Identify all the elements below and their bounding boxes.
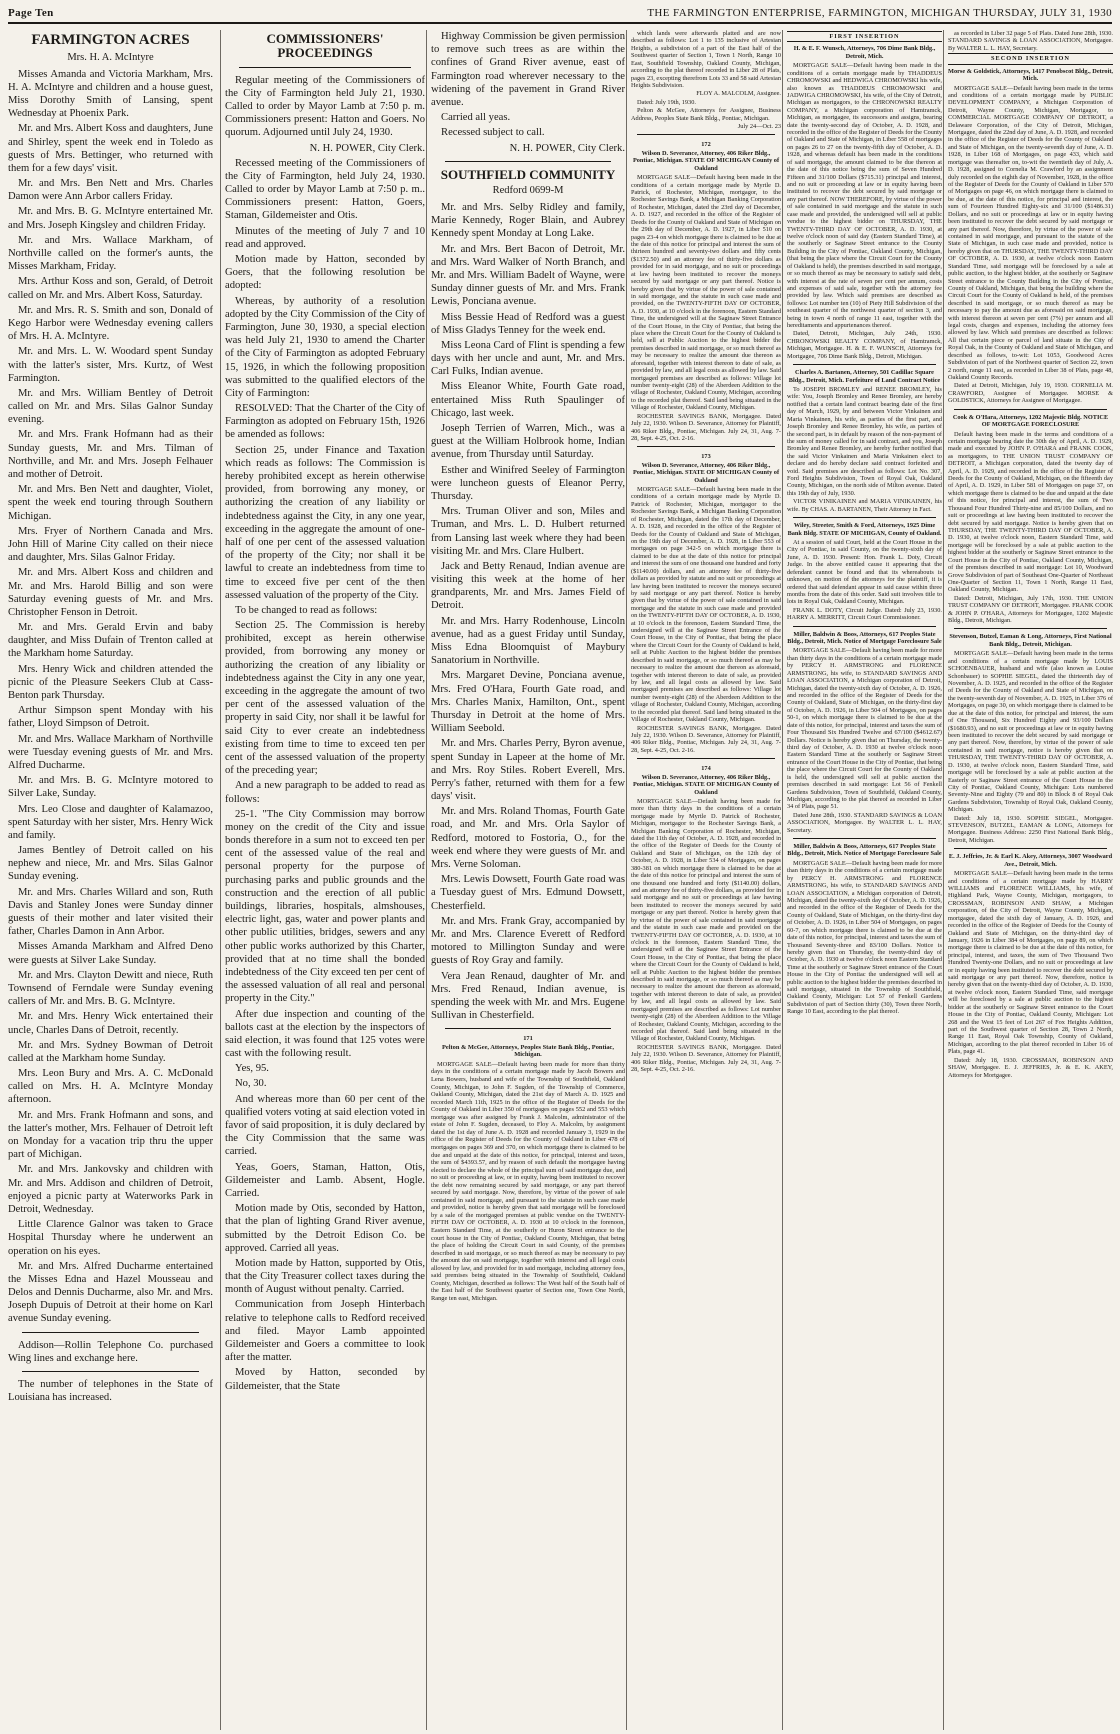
divider [793,517,936,518]
notice-number: 173 [701,453,711,461]
notice-body: MORTGAGE SALE—Default having been made for more than thirty days in the conditions of a certain mortgage made by PERCY H. ARMSTRONG and FLORENCE ARMSTRONG, his wife, to STANDARD SAVINGS AND LOAN ASSOCIATION, a Michigan corporation of Detroit, Michigan, dated the twenty-sixth day of October, A. D. 1926, and recorded in the office of the Register of Deeds for the County of Oakland, State of Michigan, on the thirty-first day of October, A. D. 1926, in Liber 504 of Mortgages, on pages 50-1, on which mortgage there is claimed to be due at the date of this notice, for principal, interest and taxes the sum of Four Thousand Six Hundred Twelve and 67/100 ($4612.67) Dollars. Notice is hereby given that on Thursday, the twenty-third day of October, A. D. 1930 at twelve o'clock noon Eastern Standard Time at the southerly or Saginaw Street entrance of the Court House in the City of Pontiac, that being the place where the Circuit Court for the County of Oakland is held, the undersigned will sell at public auction the premises described in said mortgage: Lot 56 of Fenkell Gardens Subdivision, Town of Southfield, Oakland County, Michigan, according to the plat thereof as recorded in Liber 34 of Plats, page 51. [787,647,942,811]
news-item: Mr. and Mrs. B. G. McIntyre motored to Silver Lake, Sunday. [8,775,213,800]
news-item: Mr. and Mrs. William Bentley of Detroit called on Mr. and Mrs. Silas Galnor Sunday evening. [8,387,213,426]
notice-body: MORTGAGE SALE—Default having been made for more than thirty days in the conditions of a certain mortgage made by Myrtle D. Patrick of Rochester, Michigan, mortgagor to the Rochester Savings Bank, a Michigan Banking Corporation of Rochester, Michigan, dated the 11th day of October, A. D. 1928, and recorded in the office of the Register of Deeds for the County of Oakland and State of Michigan, on the 12th day of October, A. D. 1928, in Liber 534 of Mortgages, on pages 380-381 on which mortgage there is claimed to be due at the date of this notice for principal and interest the sum of one thousand one hundred and forty ($1140.00) dollars, and an attorney fee of thirty-five dollars, as provided for in said mortgage and no suit or proceedings at law having been instituted to recover the moneys secured by said mortgage or any part thereof. Notice is hereby given that by virtue of the power of sale contained in said mortgage and the statute in such case made and provided on the TWENTY-FIFTH DAY OF OCTOBER, A. D. 1930, at 10 o'clock in the forenoon, Eastern Standard Time, the undersigned will at the Saginaw Street Entrance of the Court House, in the City of Pontiac, that being the place where the Circuit Court for the County of Oakland is held, sell at Public Auction to the highest bidder the premises described in said mortgage, or so much thereof as may be necessary to realize the amount due thereon as aforesaid, together with interest thereon to date of sale, as provided by law, and all legal costs as allowed by law. Said mortgaged premises are described as follows: Lot number twenty-eight (28) of the Aberdeen Addition to the Village of Rochester, Oakland County, Michigan, according to the recorded plat thereof. Said land being situated in the Village of Rochester, Oakland County, Michigan. [631,797,781,1043]
news-item: Jack and Betty Renaud, Indian avenue are visiting this week at the home of her grandparents, Mr. and Mrs. James Field of Detroit. [431,560,625,612]
proceedings-item: Motion made by Otis, seconded by Hatton, that the plan of lighting Grand River avenue, submitted by the Detroit Edison Co. be approved. Carried all yeas. [225,1203,425,1254]
notice-signature: Dated at Detroit, Michigan, July 19, 1930. CORNELIA M. CRAWFORD, Assignee of Mortgagee. MORSE & GOLDSTICK, Attorneys for Assignee of Mortgagee. [948,382,1113,405]
notice-number: 171 [523,1035,533,1043]
divider [954,848,1107,849]
notice-body: MORTGAGE SALE—Default having been made in the conditions of a certain mortgage made by THADDEUS CHROMOWSKI and HEDWIGA CHROMOWSKI his wife, also known as THADDEUS CHROMOWSKI and JADWIGA CHROMOWSKI, his wife, of the City of Detroit, Michigan as mortgagors, to the CHRONOWSKI REALTY COMPANY, a Michigan corporation of Hamtramck, Michigan, as mortgagee, its successors and assigns, bearing date the twenty-second day of October, A. D. 1928, and recorded in the office of the Register of Deeds for the County of Oakland and State of Michigan, in Liber 558 of mortgages on pages 26 to 27 on the twenty-fifth day of October, A. D. 1928, and whereas default has been made in the conditions of said mortgage, the amount claimed to be due thereon at the date of this notice being the sum of Seven Hundred Fifteen and 31/100 Dollars ($715.31) principal and interest, and no suit or proceeding at law or in equity having been instituted to recover the debt secured by said mortgage or any part thereof. NOW THEREFORE, by virtue of the power of sale contained in said mortgage and the statute in such case made and provided, the undersigned will sell at public vendue to the highest bidder on THURSDAY, THE TWENTY-THIRD DAY OF OCTOBER, A. D. 1930, at twelve o'clock noon of said day (Eastern Standard Time), at the southerly or Saginaw Street entrance to the County Building in the City of Pontiac, Oakland County, Michigan, (that being the place where the Circuit Court for the County of Oakland is held), the premises described in said mortgage, or so much thereof as may be necessary to satisfy said debt, with interest at the rate of seven per cent per annum, costs and expenses of said sale, together with the attorney fee provided by law. Which said premises are described as follows: Lot number ten (10) of Piety Hill Subdivision of the southeast quarter of the northwest quarter of section 3, and being in town 4 north of range 11 east, together with the hereditaments and appurtenances thereof. [787,62,942,330]
proceedings-item: RESOLVED: That the Charter of the City of Farmington as adopted on February 15th, 1926 be amended as follows: [225,403,425,441]
news-item: Esther and Winifred Seeley of Farmington were luncheon guests of Eleanor Perry, Thursday. [431,464,625,502]
notice-heading: Miller, Baldwin & Boos, Attorneys, 617 Peoples State Bldg., Detroit, Mich. Notice of Mortgage Foreclosure Sale [787,843,942,858]
news-item: Mrs. Lewis Dowsett, Fourth Gate road was a Tuesday guest of Mrs. Edmund Dowsett, Chesterfield. [431,874,625,912]
news-item: Misses Amanda and Victoria Markham, Mrs. H. A. McIntyre and children and a house guest, Miss Dorothy Smith of Lansing, spent Wednesday at Phoenix Park. [8,68,213,120]
notice-run-dates: July 24—Oct. 23 [737,123,781,131]
column-legal-notices-b [782,30,942,1730]
notice-heading: E. J. Jeffries, Jr. & Earl K. Akey, Attorneys, 3007 Woodward Ave., Detroit, Mich. [948,853,1113,868]
masthead [8,4,1112,24]
notice-body: MORTGAGE SALE—Default having been made in the conditions of a certain mortgage made by Myrtle D. Patrick, of Rochester, Michigan, mortgagor, to the Rochester Savings Bank, a Michigan Banking Corporation of Rochester, Michigan, dated the 23rd day of December, A. D. 1927, and recorded in the office of the Register of Deeds for the County of Oakland and State of Michigan on the 29th day of December, A. D. 1927, in Liber 510 on pages 23-4 on which mortgage there is claimed to be due at the date of this notice for principal and interest the sum of thirteen hundred and seventy-two dollars and fifty cents ($1372.50) and an attorney fee of thirty-five dollars as provided for in said mortgage, and no suit or proceedings at law having been instituted to recover the moneys secured by said mortgage or any part thereof. Notice is hereby given that by virtue of the power of sale contained in said mortgage, and the statute in such case made and provided, on the TWENTY-FIFTH DAY OF OCTOBER, A. D. 1930, at 10 o'clock in the forenoon, Eastern Standard Time, the undersigned will at the Saginaw Street Entrance of the Court House, in the City of Pontiac, that being the place where the Circuit Court for the County of Oakland is held, sell at Public Auction to the highest bidder the premises described in said mortgage, or so much thereof as may be necessary to realize the amount due thereon as aforesaid, together with interest thereon to date of sale, as provided by law, and all legal costs as allowed by law. Said mortgaged premises are described as follows: Village lot number twenty-eight (28) of the Aberdeen Addition to the village of Rochester, Oakland County, Michigan, according to the recorded plat thereof. Said land being situated in the Village of Rochester, Oakland County, Michigan. [631,174,781,412]
notice-heading: Cook & O'Hara, Attorneys, 1202 Majestic Bldg. NOTICE OF MORTGAGE FORECLOSURE [952,413,1109,429]
notice-date: Dated: July 19th, 1930. [637,98,696,106]
proceedings-item: Motion made by Hatton, supported by Otis, that the City Treasurer collect taxes during the month of August without penalty. Carried. [225,1257,425,1296]
notice-signature: as recorded in Liber 32 page 5 of Plats. Dated June 28th, 1930. STANDARD SAVINGS & LOAN ASSOCIATION, Mortgagee. By WALTER L. L. HAY, Secretary. [948,30,1113,52]
news-item: Little Clarence Galnor was taken to Grace Hospital Thursday where he underwent an operation on his eyes. [8,1219,213,1257]
proceedings-item: No, 30. [235,1078,267,1090]
notice-heading: Stevenson, Butzel, Eaman & Long, Attorneys, First National Bank Bldg., Detroit, Michigan. [949,633,1112,648]
column-southfield [426,30,625,1730]
column-commissioners [220,30,425,1730]
notice-signature: VICTOR VINIKAINEN and MARIA VINIKAINEN, his wife. By CHAS. A. BARTANEN, Their Attorney in Fact. [787,498,942,513]
news-item: Mr. and Mrs. Frank Gray, accompanied by Mr. and Mrs. Clarence Everett of Redford motored to Millington Sunday and were guests of Roy Gray and family. [431,915,625,967]
news-item: Mr. and Mrs. Frank Hofmann and sons, and the latter's mother, Mrs. Felhauer of Detroit left on Monday for a vacation trip thru the upper part of Michigan. [8,1109,213,1161]
divider [22,1371,199,1372]
proceedings-item: To be changed to read as follows: [235,604,378,616]
divider [22,1332,199,1333]
notice-signature: Dated: July 18, 1930. CROSSMAN, ROBINSON AND SHAW, Mortgagee. E. J. JEFFRIES, Jr. & E. K. AKEY, Attorneys for Mortgagee. [948,1056,1113,1079]
legal-notice-171 [431,1035,625,1302]
divider [637,134,775,135]
proceedings-item: And a new paragraph to be added to read as follows: [225,780,425,805]
proceedings-item: N. H. POWER, City Clerk. [509,142,625,154]
news-item: Mr. and Mrs. Albert Koss and daughters, June and Shirley, spent the week end in Toledo as guests of Mrs. Bettinger, who returned with them for a few days' visit. [8,123,213,174]
column-legal-notices-c [943,30,1113,1730]
divider [637,446,775,447]
news-item: Mr. and Mrs. B. G. McIntyre entertained Mr. and Mrs. Joseph Kingsley and children Friday. [8,206,213,231]
news-item: Mr. and Mrs. Sydney Bowman of Detroit called at the Markham home Sunday. [8,1039,213,1064]
news-item: Mrs. Leon Bury and Mrs. A. C. McDonald called on Mrs. H. A. McIntyre Monday afternoon. [8,1068,213,1106]
proceedings-item: N. H. POWER, City Clerk. [309,142,425,154]
notice-heading: Wilson D. Severance, Attorney, 406 Riker Bldg., Pontiac, Michigan. STATE OF MICHIGAN County of Oakland [632,773,780,796]
divider [954,628,1107,629]
news-item: Mr. and Mrs. Ben Nett and daughter, Violet, spent the week end touring through Southern Michigan. [8,484,213,522]
notice-number: 172 [701,141,711,149]
columns [8,30,1112,1730]
notice-heading: Pelton & McGee, Attorneys, Peoples State Bank Bldg., Pontiac, Michigan. [442,1043,614,1059]
proceedings-item: Communication from Joseph Hinterbach relative to telephone calls to Redford received and filed. Mayor Lamb appointed Gildemeister and Goers a committee to look after the matter. [225,1299,425,1364]
news-item: Mr. and Mrs. Selby Ridley and family, Marie Kennedy, Roger Blain, and Aubrey Kennedy spent Monday at Long Lake. [431,202,625,240]
notice-body: At a session of said Court, held at the Court House in the City of Pontiac, in said County, on the twenty-sixth day of June, A. D. 1930. Present: Hon. Frank L. Doty, Circuit Judge. In the above entitled cause it appearing that the defendant cannot be found and that its whereabouts is unknown, on motion of the attorneys for the plaintiff, it is ordered that said defendant appear in said cause within three months from the date of this order. Said suit involves title to lots in Royal Oak, Oakland County, Michigan. [787,539,942,606]
notice-signature: Dated, Detroit, Michigan, July 24th, 1930. CHRONOWSKI REALTY COMPANY, of Hamtramck, Michigan, Mortgagee. H. & E. F. WUNSCH, Attorneys for Mortgagee, 706 Dime Bank Bldg., Detroit, Michigan. [787,330,942,360]
proceedings-item: And whereas more than 60 per cent of the qualified voters voting at said election voted in favor of said proposition, it is duly declared by the City Commission that the same was carried. [225,1093,425,1158]
column-legal-notices-a [626,30,781,1730]
notice-signature: ROCHESTER SAVINGS BANK, Mortgagee. Dated July 22, 1930. Wilson D. Severance, Attorney for Plaintiff, 406 Riker Bldg., Pontiac, Michigan. July 24, 31, Aug. 7-28, Sept. 4-25, Oct. 2-16. [631,1043,781,1074]
news-item: Misses Amanda Markham and Alfred Deno were guests at Silver Lake Sunday. [8,941,213,966]
column-farmington-acres [8,30,213,1730]
news-item: Joseph Terrien of Warren, Mich., was a guest at the William Holbrook home, Indian avenue, from Thursday until Saturday. [431,423,625,461]
proceedings-item: Highway Commission be given permission to remove such trees as are within the confines of Grand River avenue, east of Farmington road wherever necessary to the widening of the pavement in Grand River avenue. [431,31,625,108]
notice-heading: Wilson D. Severance, Attorney, 406 Riker Bldg., Pontiac, Michigan. STATE OF MICHIGAN County of Oakland [632,461,780,484]
divider [445,161,611,162]
notice-body: MORTGAGE SALE—Default having been made for more than thirty days in the conditions of a certain mortgage made by Jacob Bowers and Lena Bowers, husband and wife of the Township of Southfield, Oakland County, Michigan, to John F. Sugden, of the Township of Commerce, Oakland County, Michigan, dated the 21st day of March A. D. 1925 and recorded March 11th, 1925 in the office of the Register of Deeds for the County of Oakland in Liber 350 of mortgages on pages 552 and 553 which mortgage was after assigned by Frank J. Malcolm, administrator of the estate of John F. Sugden, deceased, to Floy A. Malcolm, by assignment dated the 1st day of June A. D. 1928 and recorded January 3, 1929 in the office of the Register of Deeds for the County of Oakland in Liber 478 of mortgages on pages 369 and 370, on which mortgage there is claimed to be due and unpaid at the date of this notice, for principal, interest and taxes, the sum of $4393.57, and by reason of such default the mortgagee having elected to declare the whole of the principal sum of said mortgage due, and no suit or proceeding at law, or in equity, having been instituted to recover the debt now remaining secured by said mortgage, or any part thereof secured by said mortgage. Now, therefore, by virtue of the power of sale contained in said mortgage, and pursuant to the statute in such case made and provided, notice is hereby given that said mortgage will be foreclosed by a sale of the mortgaged premises at public vendue on the TWENTY-FIFTH DAY OF OCTOBER, A. D. 1930 at 10 o'clock in the forenoon, Eastern Standard Time, at the southerly or Huron Street entrance to the court house in the City of Pontiac, Oakland County, Michigan, that being the place of holding the Circuit Court in said County, of the premises described in said mortgage, or so much thereof as may be necessary to pay the amount due on said mortgage, together with interest and all legal costs allowed by law, and provided for in said mortgage, including attorney fees, said premises being situated in the Township of Southfield, Oakland County, Michigan, described as follows: The West half of the South half of the East half of the Southwest quarter of Section one, Town One North, Range ten east, Michigan. [431,1060,625,1302]
notice-heading: Wiley, Streeter, Smith & Ford, Attorneys, 1925 Dime Bank Bldg. STATE OF MICHIGAN, County of Oakland. [787,522,942,537]
proceedings-item: Section 25, under Finance and Taxation which reads as follows: The Commission is hereby prohibited except as herein otherwise provided, from borrowing any money, or authorizing the creation of any liability or indebtedness against the City, in any one year, exceeding in the aggregate the amount of one-half of one per cent of the assessed valuation of the property of the City; nor shall it be lawful to create an indebtedness from time to time to exceed five per cent of the then assessed valuation of the property of the City. [225,444,425,601]
divider [793,626,936,627]
news-item: Mrs. Truman Oliver and son, Miles and Truman, and Mrs. L. D. Hulbert returned from Lansing last week where they had been visiting Mr. and Mrs. Clare Hulbert. [431,506,625,557]
insertion-header: SECOND INSERTION [948,53,1113,64]
notice-body: MORTGAGE SALE—Default having been made in the terms and conditions of a certain mortgage made by HARRY WILLIAMS and FLORENCE WILLIAMS, his wife, of Highland Park, Wayne County, Michigan, mortgagors, to CROSSMAN, ROBINSON AND SHAW, a Michigan corporation, of the City of Detroit, Wayne County, Michigan, mortgagee, dated the sixth day of January, A. D. 1926, and recorded in the office of the Register of Deeds for the County of Oakland and State of Michigan, on the thirty-third day of January, 1926 in Liber 384 of Mortgages, on page 89, on which mortgage there is claimed to be due at the date of this notice, for principal, interest, and taxes, the sum of Two Thousand Two Hundred Twenty-one Dollars, and no suit or proceedings at law or in equity having been instituted to recover the debt secured by said mortgage or any part thereof. Now, therefore, notice is hereby given that on the twenty-third day of October, A. D. 1930, at twelve o'clock noon, Eastern Standard Time, said mortgage will be foreclosed by a sale at public auction to the highest bidder at the southerly or Saginaw Street entrance to the Court House in the City of Pontiac, Oakland County, Michigan: Lot 268 and the West 15 feet of Lot 267 of Fox Heights Addition, part of the Southwest quarter of Section 28, Town 2 North, Range 11 East, Royal Oak Township, County of Oakland, Michigan, according to the plat thereof recorded in Liber 16 of Plats, page 41. [948,870,1113,1056]
news-item: Mr. and Mrs. Albert Koss and children and Mr. and Mrs. Harold Billig and son were Saturday evening guests of Mr. and Mrs. Christopher Fenson in Detroit. [8,567,213,618]
divider [239,67,411,68]
news-item: Miss Bessie Head of Redford was a guest of Miss Gladys Tenney for the week end. [431,311,625,336]
news-item: Miss Leona Card of Flint is spending a few days with her uncle and aunt, Mr. and Mrs. Carl Fulks, Indian avenue. [431,339,625,378]
notice-signature: FRANK L. DOTY, Circuit Judge. Dated: July 23, 1930. HARRY A. MERRITT, Circuit Court Commissioner. [787,606,942,622]
proceedings-item: Regular meeting of the Commissioners of the City of Farmington held July 21, 1930. Called to order by Mayor Lamb at 7:50 p. m. Commissioners present: Hatton and Goers. No quorum. Adjourned until July 24, 1930. [225,74,425,139]
section-title: COMMISSIONERS' PROCEEDINGS [266,31,384,61]
brief-addison: Addison—Rollin Telephone Co. purchased Wing lines and exchange here. [8,1339,213,1364]
proceedings-item: Moved by Hatton, seconded by Gildemeister, that the State [225,1367,425,1392]
news-item: Mr. and Mrs. R. S. Smith and son, Donald of Kego Harbor were Wednesday evening callers of Mrs. H. A. McIntyre. [8,304,213,343]
notice-attorneys: Pelton & McGee, Attorneys for Assignee, Business Address, Peoples State Bank Bldg., Pontiac, Michigan. [631,107,781,122]
notice-heading: Morse & Goldstick, Attorneys, 1417 Penobscot Bldg., Detroit, Mich. [948,67,1113,83]
news-item: Vera Jean Renaud, daughter of Mr. and Mrs. Fred Renaud, Indian avenue, is spending the week with Mr. and Mrs. Eugene Sullivan in Chesterfield. [431,970,625,1022]
proceedings-item: Recessed meeting of the Commissioners of the City of Farmington, held July 24, 1930. Called to order by Mayor Lamb at 7:50 p. m.. Commissioners present: Hatton, Goers, Staman, Gildemeister and Otis. [225,157,425,222]
notice-heading: Wilson D. Severance, Attorney, 406 Riker Bldg., Pontiac, Michigan. STATE OF MICHIGAN County of Oakland [632,149,780,172]
news-items [8,68,213,1326]
notice-heading: Charles A. Bartanen, Attorney, 501 Cadillac Square Bldg., Detroit, Mich. Forfeiture of Land Contract Notice [788,369,941,384]
notice-body: MORTGAGE SALE—Default having been made in the conditions of a certain mortgage made by Myrtle D. Patrick of Rochester, Michigan, mortgagor to the Rochester Savings Bank, a Michigan Banking Corporation of Rochester, Michigan, dated the 17th day of December, A. D. 1928, and recorded in the office of the Register of Deeds for the County of Oakland and State of Michigan, on the 19th day of December, A. D. 1928, in Liber 553 of mortgages on page 342-5 on which mortgage there is claimed to be due at the date of this notice for principal and interest the sum of one thousand one hundred and forty ($1140.00) dollars, and an attorney fee of thirty-five dollars as provided by statute and no suit or proceedings at law having been instituted to recover the moneys secured by said mortgage or any part thereof. Notice is hereby given that by virtue of the power of sale contained in said mortgage and the statute in such case made and provided on the TWENTY-FIFTH DAY OF OCTOBER, A. D. 1930, at 10 o'clock in the forenoon, Eastern Standard Time, the undersigned will at the Saginaw Street Entrance of the Court House, in the City of Pontiac, that being the place where the Circuit Court for the County of Oakland is held, sell at Public Auction to the highest bidder the premises described in said mortgage, or so much thereof as may be necessary to realize the amount due thereon as aforesaid, together with interest thereon to date of sale, as provided by law, and all legal costs as allowed by law. Said mortgaged premises are described as follows: Village lot number twenty-eight (28) of the Aberdeen Addition to the village of Rochester, Oakland County, Michigan, according to the recorded plat thereof. Said land being situated in the Village of Rochester, Oakland County, Michigan. [631,486,781,724]
news-item: Mrs. Leo Close and daughter of Kalamazoo, spent Saturday with her sister, Mrs. Henry Wick and family. [8,803,213,841]
phone-number: Redford 0699-M [492,184,564,196]
news-item: Mrs. Arthur Koss and son, Gerald, of Detroit called on Mr. and Mrs. Albert Koss, Saturday. [8,276,213,301]
notice-body: Default having been made in the terms and conditions of a certain mortgage bearing date the 30th day of April, A. D. 1929, made and executed by JOHN P. O'HARA and FRANK COOK, as mortgagors, to THE UNION TRUST COMPANY OF DETROIT, a Michigan corporation, dated the twenty day of April, A. D. 1929, and recorded in the office of the Register of Deeds for the County of Oakland, Michigan, on the fifteenth day of April, A. D. 1929, in Liber 581 of Mortgages on page 37, on which mortgage there is claimed to be due and unpaid at the date of this notice, for principal and interest, the sum of Two Thousand Four Hundred Thirty-nine and 85/100 Dollars, and no suit or proceedings at law having been instituted to recover the debt secured by said mortgage. Notice is hereby given that on THURSDAY, THE TWENTY-THIRD DAY OF OCTOBER, A. D. 1930, at twelve o'clock noon, Eastern Standard Time, said mortgage will be foreclosed by a sale at public auction to the highest bidder at the southerly or Saginaw Street entrance to the Court House in the City of Pontiac, Oakland County, Michigan, of the premises described in said mortgage: Lot 10, Woodward Grove Subdivision of part of Southeast One-Quarter of Northeast One-Quarter of Section 11, Town 1 North, Range 11 East, Oakland County, Michigan. [948,430,1113,594]
news-item: Mrs. Henry Wick and children attended the picnic of the Pleasure Seekers Club at Cass-Benton park Thursday. [8,663,213,701]
news-item: Mr. and Mrs. Wallace Markham of Northville were Tuesday evening guests of Mr. and Mrs. Alfred Ducharme. [8,733,213,771]
brief-telephones: The number of telephones in the State of Louisiana has increased. [8,1379,213,1404]
notice-body: which lands were afterwards platted and are now described as follows: Lot 1 to 135 inclusive of Artesian Heights, a subdivision of a part of the East half of the Southwest quarter of Section 1, Town 1 North, Range 10 East, Southfield Township, Oakland County, Michigan, according to the plat thereof recorded in Liber 28 of Plats, pages 23, excepting therefrom Lots 33 and 58 said Artesian Heights Subdivision. [631,30,781,89]
news-item: Mr. and Mrs. Roland Thomas, Fourth Gate road, and Mr. and Mrs. Orla Saylor of Redford, motored to Fostoria, O., for the week end where they were guests of Mr. and Mrs. Verne Soloman. [431,806,625,871]
news-item: Mr. and Mrs. Henry Wick entertained their uncle, Charles Dans of Detroit, recently. [8,1011,213,1036]
proceedings-item: Recessed subject to call. [441,127,545,139]
proceedings-item: Minutes of the meeting of July 7 and 10 read and approved. [225,225,425,250]
news-item: Mr. and Mrs. Frank Hofmann had as their Sunday guests, Mr. and Mrs. Tilman of Northville, and Mr. and Mrs. Joseph Felhauer and mother of Detroit. [8,429,213,480]
news-item: Miss Eleanor White, Fourth Gate road, entertained Miss Ruth Spaulinger of Chicago, last week. [431,381,625,419]
notice-signature: Dated June 28th, 1930. STANDARD SAVINGS & LOAN ASSOCIATION, Mortgagee. By WALTER L. L. HAY, Secretary. [787,811,942,834]
notice-body: To JOSEPH BROMLEY and RENEE BROMLEY, his wife: You, Joseph Bromley and Renee Bromley, are hereby notified that a certain land contract bearing date of the first day of March, 1929, by and between Victor Vinkainen and Maria Vinkainen, his wife, as parties of the first part, and Joseph Bromley and Renee Bromley, his wife, as parties of the second part, is in default by reason of the non-payment of the sum of money called for in said contract, and you, Joseph Bromley and Renee Bromley, are hereby further notified that the said Victor Vinkainen and Maria Vinkainen elect to declare and do hereby declare said contract forfeited and void. Said premises are described as follows: Lot No. 307, Ford Heights Subdivision, Town of Royal Oak, Oakland County, Michigan, on the north side of Milton avenue. Dated this 19th day of July, 1930. [787,385,942,497]
notice-number: 174 [701,765,711,773]
proceedings-item: Whereas, by authority of a resolution adopted by the City Commission of the City of Farmington, June 30, 1930, a special election was held July 21, 1930 to amend the Charter of the City of Farmington as adopted February 15, 1926, in which the following proposition was submitted to the qualified electors of the City of Farmington: [225,295,425,399]
news-item: Mr. and Mrs. Wallace Markham, of Northville called on the former's aunts, the Misses Markham, Friday. [8,234,213,273]
byline: Mrs. H. A. McIntyre [67,51,154,63]
notice-body: MORTGAGE SALE—Default having been made for more than thirty days in the conditions of a certain mortgage made by PERCY H. ARMSTRONG and FLORENCE ARMSTRONG, his wife, to STANDARD SAVINGS AND LOAN ASSOCIATION, a Michigan corporation of Detroit, Michigan, dated the twenty-sixth day of October, A. D. 1926, and recorded in the office of the Register of Deeds for the County of Oakland, State of Michigan, on the thirty-first day of October, A. D. 1926, in Liber 504 of Mortgages, on pages 60-7, on which mortgage there is claimed to be due at the date of this notice, for principal, interest and taxes the sum of Thousand Seventy-three and 83/100 Dollars. Notice is hereby given that on Thursday, the twenty-third day of October, A. D. 1930 at twelve o'clock noon Eastern Standard Time at the southerly or Saginaw Street entrance of the Court House in the City of Pontiac the undersigned will sell at public auction to the highest bidder the premises described in said mortgage, situated in the Township of Southfield, Oakland County, Michigan: Lot 57 of Fenkell Gardens Subdivision of part of Section thirty (30), Town three North, Range 10 East, according to the plat thereof. [787,859,942,1016]
news-item: Mr. and Mrs. Gerald Ervin and baby daughter, and Miss Dufain of Trenton called at the Markham home Saturday. [8,622,213,660]
news-item: Mrs. Fryer of Northern Canada and Mrs. John Hill of Marine City called on their niece and daughter, Mrs. Silas Galnor Friday. [8,525,213,564]
notice-body: MORTGAGE SALE—Default having been made in the terms and conditions of a certain mortgage made by PUBLIC DEVELOPMENT COMPANY, a Michigan Corporation of Detroit, Wayne County, Michigan, Mortgagor, to COMMERCIAL MORTGAGE COMPANY OF DETROIT, a Delaware Corporation, of the City of Detroit, Michigan, Mortgagee, dated the 22nd day of June, A. D. 1928, and recorded in the office of the Register of Deeds for the County of Oakland and State of Michigan, on the twenty-seventh day of June, A. D. 1928, in Liber 168 of Mortgages, on page 433, which said mortgage was thereafter on, to-wit the twentieth day of July, A. D. 1928, assigned to Cornelia M. Crawford by an assignment duly recorded on the eighth day of November, 1928, in the office of the Register of Deeds for the County of Oakland in Liber 570 of Mortgages on page 46, on which mortgage there is claimed to be due, at the date of this notice, for principal and interest, the sum of Fourteen Hundred Eighty-six and 31/100 ($1486.31) Dollars, and no suit or proceedings at law or in equity having been instituted to recover the debt secured by said mortgage or any part thereof. Now, therefore, by virtue of the power of sale contained in said mortgage, and pursuant to the statute of the State of Michigan, in such case made and provided, notice is hereby given that on THURSDAY, THE TWENTY-THIRD DAY OF OCTOBER, A. D. 1930, at twelve o'clock noon Eastern Standard Time, said mortgage will be foreclosed by a sale at public auction, to the highest bidder, at the southerly or Saginaw Street entrance to the County Building in the City of Pontiac, County of Oakland, Michigan, that being the building where the Circuit Court for the County of Oakland is held, of the premises described in said mortgage, or so much thereof as may be necessary to pay the amount due as aforesaid on said mortgage, with interest thereon at seven per cent (7%) per annum and all legal costs, charges and expenses, including the attorney fees allowed by law. Which said premises are described as follows: All that certain piece or parcel of land situate in the City of Royal Oak, in the County of Oakland and State of Michigan, and described as follows, to-wit: Lot 1053, Goodwood Acres Subdivision of part of the Northwest quarter of Section 22, town 2 north, range 11 east, as recorded in Liber 38 of Plats, page 48, Oakland County Records. [948,84,1113,381]
news-item: Mr. and Mrs. Bert Bacon of Detroit, Mr. and Mrs. Ward Walker of North Branch, and Mr. and Mrs. William Badelt of Wayne, were Sunday dinner guests of Mr. and Mrs. Frank Lewis, Ponciana avenue. [431,243,625,308]
divider [793,838,936,839]
divider [445,1028,611,1029]
proceedings-item: Motion made by Hatton, seconded by Goers, that the following resolution be adopted: [225,254,425,292]
proceedings-item: After due inspection and counting of the ballots cast at the election by the inspectors of said election, it was found that 125 votes were cast with the following result. [225,1008,425,1060]
paper-title: THE FARMINGTON ENTERPRISE, FARMINGTON, MICHIGAN THURSDAY, JULY 31, 1930 [647,7,1112,19]
news-item: Mr. and Mrs. L. W. Woodard spent Sunday with the latter's sister, Mrs. Kurtz, of West Farmington. [8,346,213,384]
news-item: Mr. and Mrs. Charles Willard and son, Ruth Davis and Stanley Jones were Sunday dinner guests of their mother and later visited their father, Charles Damon in Ann Arbor. [8,886,213,938]
news-item: Mr. and Mrs. Jankovsky and children with Mr. and Mrs. Addison and children of Detroit, enjoyed a picnic party at Waterworks Park in Detroit, Wednesday. [8,1164,213,1215]
notice-signature: Dated: Detroit, Michigan, July 17th, 1930. THE UNION TRUST COMPANY OF DETROIT, Mortgagee. FRANK COOK & JOHN P. O'HARA, Attorneys for Mortgagee, 1202 Majestic Bldg., Detroit, Michigan. [948,594,1113,625]
news-item: Arthur Simpson spent Monday with his father, Lloyd Simpson of Detroit. [8,705,213,730]
notice-signature: Dated: July 18, 1930. SOPHIE SIEGEL, Mortgagee. STEVENSON, BUTZEL, EAMAN & LONG, Attorneys for Mortgagee. Business Address: 2250 First National Bank Bldg., Detroit, Michigan. [948,814,1113,844]
news-item: Mr. and Mrs. Alfred Ducharme entertained the Misses Edna and Hazel Mousseau and Delos and Dennis Ducharme, also Mr. and Mrs. Joseph Dupuis of Detroit at their home on Karl avenue Sunday evening. [8,1260,213,1325]
proceedings-item: Section 25. The Commission is hereby prohibited, except as herein otherwise provided, from borrowing any money or authorizing the creation of any libiality or indebtedness against the City in any one year, exceeding in the aggregate the amount of two per cent of the assessed valuation of the property in said City, nor shall it be lawful for said City to ever create an indebtedness existing from time to time to exceed ten per cent of the assessed valuation of the property of the preceding year; [225,620,425,777]
proceedings-item: Yes, 95. [235,1063,269,1075]
insertion-header: FIRST INSERTION [787,31,942,42]
proceedings-item: Carried all yeas. [441,112,511,124]
news-item: Mr. and Mrs. Ben Nett and Mrs. Charles Damon were Ann Arbor callers Friday. [8,178,213,203]
news-item: Mr. and Mrs. Harry Rodenhouse, Lincoln avenue, had as a guest Friday until Sunday, Miss Edna Bloomquist of Maybury Sanatorium in Northville. [431,615,625,667]
notice-body: MORTGAGE SALE—Default having been made in the terms and conditions of a certain mortgage made by LOUIS SCHOENBAUER, husband and wife (also known as Louise Schonbauer) to SOPHIE SIEGEL, dated the thirteenth day of November, A. D. 1925, and recorded in the office of the Register of Deeds for the County of Oakland and State of Michigan, on the twenty-seventh day of November, A. D. 1925, in Liber 376 of Mortgages, on page 30, on which mortgage there is claimed to be due at the date of this notice, for principal and interest, the sum of One Thousand, Six Hundred Eighty and 93/100 Dollars ($1680.93), and no suit or proceedings at law or in equity having been instituted to recover the debt secured by said mortgage or any part thereof. Now, therefore, by virtue of the power of sale contained in said mortgage, notice is hereby given that on THURSDAY, THE TWENTY-THIRD DAY OF OCTOBER, A. D. 1930, at twelve o'clock noon, Eastern Standard Time, said mortgage will be foreclosed by a sale at public auction at the Easterly or Saginaw Street entrance of the Court House in the City of Pontiac, Oakland County, Michigan: Lots numbered Seventy-Nine and Eighty (79 and 80) in Block 8 of Royal Oak Gardens Subdivision, Township of Royal Oak, Oakland County, Michigan. [948,650,1113,814]
notice-signature: ROCHESTER SAVINGS BANK, Mortgagee. Dated July 22, 1930. Wilson D. Severance, Attorney for Plaintiff, 406 Riker Bldg., Pontiac, Michigan. July 24, 31, Aug. 7-28, Sept. 4-25, Oct. 2-16. [631,724,781,754]
notice-heading: H. & E. F. Wunsch, Attorneys, 706 Dime Bank Bldg., Detroit, Mich. [793,45,936,60]
page-number: Page Ten [8,7,54,19]
notice-signature: FLOY A. MALCOLM, Assignee. [696,90,781,98]
notice-heading: Miller, Baldwin & Boos, Attorneys, 617 Peoples State Bldg., Detroit, Mich. Notice of Mortgage Foreclosure Sale [787,630,942,646]
news-item: Mrs. Margaret Devine, Ponciana avenue, Mrs. Fred O'Hara, Fourth Gate road, and Mrs. Charles Manix, Hamilton, Ont., spent Thursday in Detroit at the home of Mrs. William Seebold. [431,670,625,735]
divider [637,758,775,759]
proceedings-item: 25-1. "The City Commission may borrow money on the credit of the City and issue bonds therefore in a sum not to exceed ten per cent of the assessed value of the real and personal property for the purpose of purchasing parks and public grounds and the construction and the erection of all public buildings, libraries, hospitals, almshouses, electric light, gas, water and power plants and other public utilities, bridges, sewers and any other public works authorized by this Charter, provided that at no time shall the bonded indebtedness of the City exceed ten per cent of the assessed valuation of all real and personal property in the City." [225,808,425,1005]
section-title: SOUTHFIELD COMMUNITY [440,166,616,182]
divider [793,364,936,365]
proceedings-item: Yeas, Goers, Staman, Hatton, Otis, Gildemeister and Lamb. Absent, Hogle. Carried. [225,1161,425,1199]
section-title: FARMINGTON ACRES [31,32,190,48]
divider [954,409,1107,410]
news-item: Mr. and Mrs. Clayton Dewitt and niece, Ruth Townsend of Ferndale were Sunday evening callers of Mr. and Mrs. B. G. McIntyre. [8,969,213,1008]
news-item: Mr. and Mrs. Charles Perry, Byron avenue, spent Sunday in Lapeer at the home of Mr. and Mrs. Roy Stiles. Robert Everell, Mrs. Perry's father, returned with them for a few days' visit. [431,738,625,803]
news-item: James Bentley of Detroit called on his nephew and niece, Mr. and Mrs. Silas Galnor Sunday evening. [8,845,213,883]
notice-signature: ROCHESTER SAVINGS BANK, Mortgagee. Dated July 22, 1930. Wilson D. Severance, Attorney for Plaintiff, 406 Riker Bldg., Pontiac, Michigan. July 24, 31, Aug. 7-28, Sept. 4-25, Oct. 2-16. [631,412,781,442]
